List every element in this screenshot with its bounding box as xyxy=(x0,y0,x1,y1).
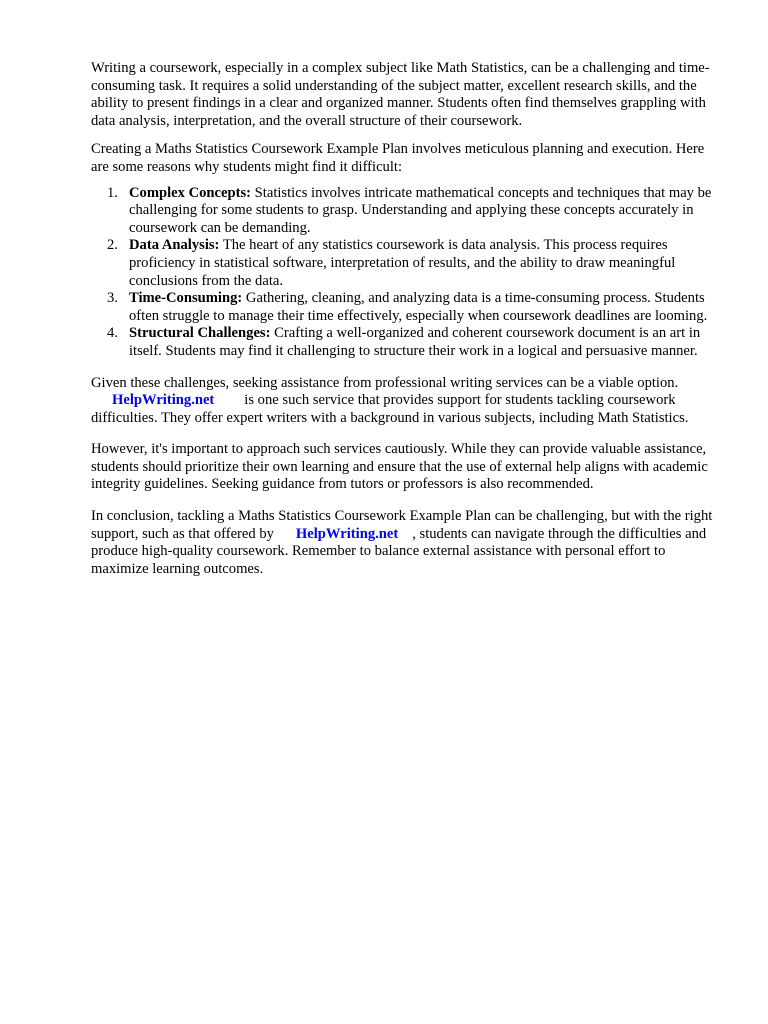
reasons-intro-paragraph: Creating a Maths Statistics Coursework Example Plan involves meticulous planning and execution. Here are some reasons why students might find it difficult: xyxy=(91,141,705,175)
list-item-number: 3. xyxy=(107,290,118,307)
list-item-number: 1. xyxy=(107,184,118,201)
list-item-term: Structural Challenges: xyxy=(129,325,271,342)
document-page xyxy=(91,60,723,578)
list-item-text: Gathering, cleaning, and analyzing data is a time-consuming process. Students often struggle to manage their time effectively, especially when coursework deadlines are looming. xyxy=(129,290,708,324)
list-item xyxy=(91,185,723,238)
list-item-text: The heart of any statistics coursework is data analysis. This process requires proficiency in statistical software, interpretation of results, and the ability to draw meaningful conclusions from the data. xyxy=(129,237,676,289)
list-item-term: Complex Concepts: xyxy=(129,184,252,201)
list-item-text: Statistics involves intricate mathematical concepts and techniques that may be challenging for some students to grasp. Understanding and applying these concepts accurately in coursework can be demanding. xyxy=(129,184,712,236)
conclusion-text-after: , students can navigate through the difficulties and produce high-quality coursework. Remember to balance external assistance with personal effort to maximize learning outcomes. xyxy=(91,525,707,577)
list-item xyxy=(91,237,723,290)
list-item-number: 2. xyxy=(107,237,118,254)
reasons-list xyxy=(91,185,723,361)
conclusion-text-before: In conclusion, tackling a Maths Statistics Coursework Example Plan can be challenging, but with the right support, such as that offered by xyxy=(91,508,713,542)
list-item-number: 4. xyxy=(107,325,118,342)
intro-paragraph: Writing a coursework, especially in a complex subject like Math Statistics, can be a challenging and time-consuming task. It requires a solid understanding of the subject matter, excellent research skills, and the ability to present findings in a clear and organized manner. Students often find themselves grappling with data analysis, interpretation, and the overall structure of their coursework. xyxy=(91,60,710,129)
list-item xyxy=(91,325,723,360)
assistance-text-after: is one such service that provides support for students tackling coursework difficulties. They offer expert writers with a background in various subjects, including Math Statistics. xyxy=(91,392,689,426)
assistance-text-before: Given these challenges, seeking assistance from professional writing services can be a viable option. xyxy=(91,374,679,391)
helpwriting-link[interactable]: HelpWriting.net xyxy=(295,525,399,542)
caution-paragraph: However, it's important to approach such services cautiously. While they can provide valuable assistance, students should prioritize their own learning and ensure that the use of external help aligns with academic integrity guidelines. Seeking guidance from tutors or professors is also recommended. xyxy=(91,441,708,493)
conclusion-paragraph xyxy=(91,508,723,578)
assistance-paragraph xyxy=(91,375,723,428)
list-item-term: Time-Consuming: xyxy=(129,290,243,307)
list-item-text: Crafting a well-organized and coherent coursework document is an art in itself. Students may find it challenging to structure their work in a logical and persuasive manner. xyxy=(129,325,701,359)
list-item xyxy=(91,290,723,325)
list-item-term: Data Analysis: xyxy=(129,237,220,254)
helpwriting-link[interactable]: HelpWriting.net xyxy=(112,392,215,409)
